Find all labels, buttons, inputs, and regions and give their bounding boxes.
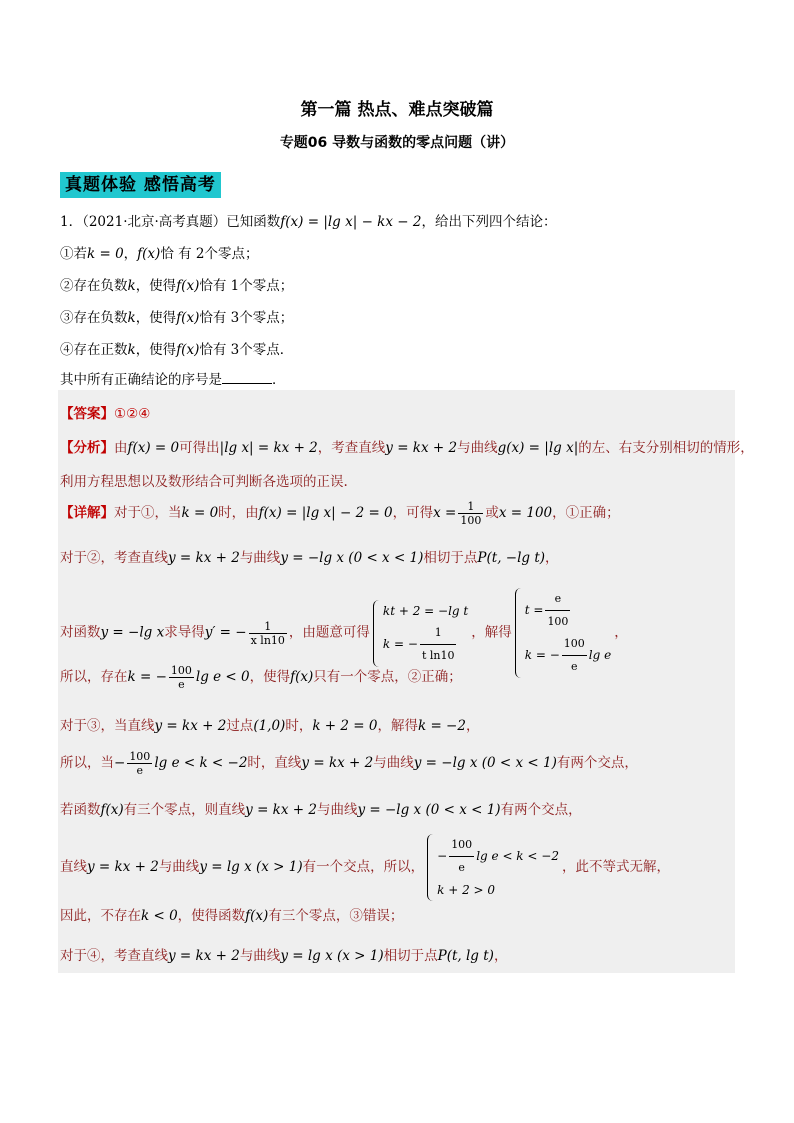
page-title: 第一篇 热点、难点突破篇 <box>300 100 494 120</box>
detail-line-7: 若函数f(x)有三个零点，则直线y = kx + 2与曲线y = −lg x (0 < x < 1)有两个交点， <box>60 802 582 818</box>
question-stem: 1．（2021·北京·高考真题）已知函数f(x) = |lg x| − kx − 2，给出下列四个结论： <box>60 214 557 230</box>
equation-system-2: t = $\frac{e}{100}$ k = − $\frac{100}{e}$ lg e <box>515 588 611 678</box>
detail-line-5: 对于③，当直线y = kx + 2过点(1,0)时，k + 2 = 0，解得k = −2， <box>60 718 480 734</box>
detail-line-6: 所以，当− $\frac{100}{e}$ lg e < k < −2时，直线y = kx + 2与曲线y = −lg x (0 < x < 1)有两个交点， <box>60 750 638 777</box>
answer-blank <box>222 371 272 384</box>
analysis-line-2: 利用方程思想以及数形结合可判断各选项的正误. <box>60 474 348 490</box>
option-3: ③存在负数k，使得f(x)恰有 3个零点； <box>60 310 294 326</box>
detail-line-3: 对函数y = −lg x求导得y′ = − $\frac{1}{\text{x ln10}}$ ，由题意可得 kt + 2 = −lg t k = − $\frac{1}{\text{t ln10}}$ ，解得 t = $\frac{e}{100}$ k = − $\frac{100}{e}$ lg e ， <box>60 588 628 678</box>
detail-line-4: 所以，存在k = − $\frac{100}{e}$ lg e < 0，使得f(x)只有一个零点，②正确； <box>60 664 462 691</box>
option-2: ②存在负数k，使得f(x)恰有 1个零点； <box>60 278 294 294</box>
detail-line-2: 对于②，考查直线y = kx + 2与曲线y = −lg x (0 < x < 1)相切于点P(t, −lg t)， <box>60 550 559 566</box>
page-subtitle: 专题06 导数与函数的零点问题（讲） <box>279 135 515 151</box>
option-4: ④存在正数k，使得f(x)恰有 3个零点． <box>60 342 294 358</box>
detail-line-10: 对于④，考查直线y = kx + 2与曲线y = lg x (x > 1)相切于点P(t, lg t)， <box>60 948 508 964</box>
detail-line-9: 因此，不存在k < 0，使得函数f(x)有三个零点，③错误； <box>60 908 404 924</box>
answer-line: 【答案】①②④ <box>60 406 151 422</box>
equation-system-1: kt + 2 = −lg t k = − $\frac{1}{\text{t ln10}}$ <box>373 600 468 667</box>
detail-line-8: 直线y = kx + 2与曲线y = lg x (x > 1)有一个交点，所以， − $\frac{100}{e}$ lg e < k < −2 k + 2 > 0 ，此不等式无解， <box>60 834 670 901</box>
question-ask: 其中所有正确结论的序号是 ． <box>60 372 286 388</box>
section-banner: 真题体验 感悟高考 <box>60 172 221 198</box>
detail-line-1: 【详解】对于①，当k = 0时，由f(x) = |lg x| − 2 = 0，可得x = $\frac{1}{100}$ 或x = 100，①正确； <box>60 500 620 527</box>
inequality-system: − $\frac{100}{e}$ lg e < k < −2 k + 2 > 0 <box>427 834 559 901</box>
option-1: ①若k = 0，f(x)恰 有 2个零点； <box>60 246 259 262</box>
analysis-line-1: 【分析】由f(x) = 0可得出|lg x| = kx + 2，考查直线y = kx + 2与曲线g(x) = |lg x|的左、右支分别相切的情形， <box>60 440 754 456</box>
